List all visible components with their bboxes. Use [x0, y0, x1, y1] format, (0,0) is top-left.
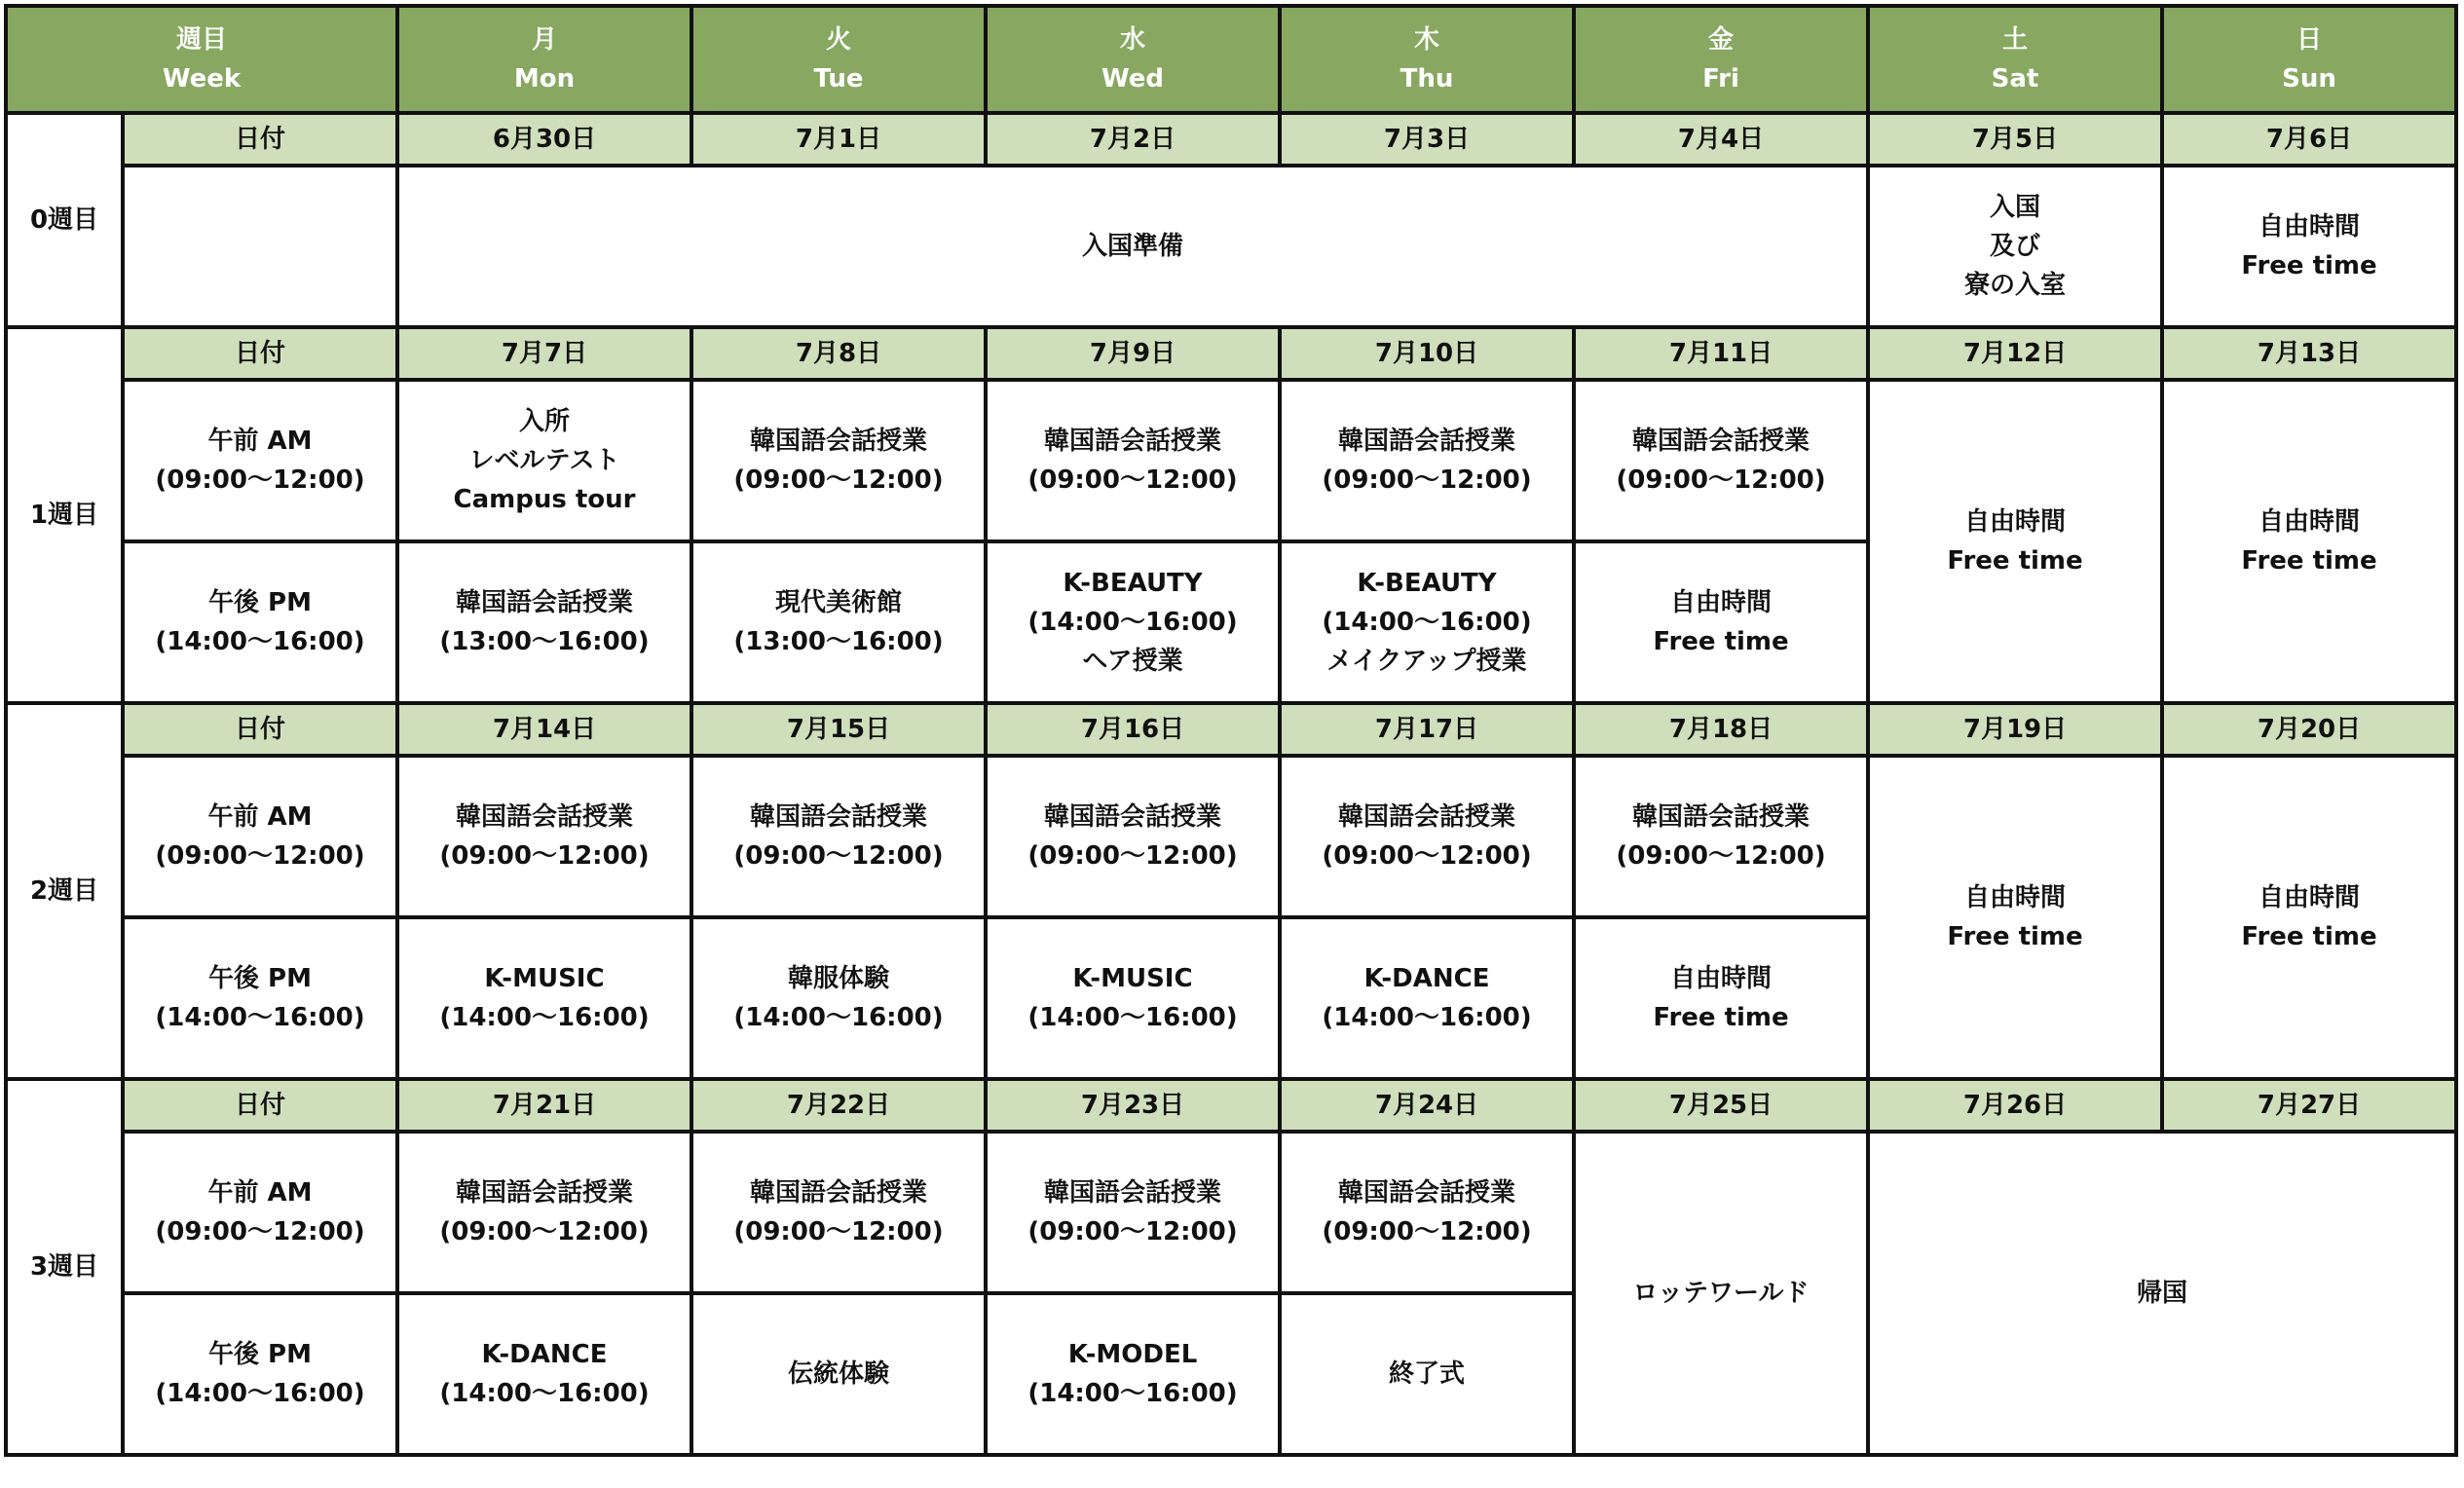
cell-line: ロッテワールド — [1632, 1279, 1810, 1308]
schedule-cell — [1868, 756, 2162, 1079]
schedule-cell — [1280, 917, 1574, 1079]
cell-line: (09:00～12:00) — [439, 1217, 650, 1246]
cell-line: 韓国語会話授業 — [1337, 427, 1515, 456]
header-fri — [1574, 6, 1868, 113]
date-cell: 7月11日 — [1574, 327, 1868, 380]
cell-line: 及び — [1989, 232, 2040, 261]
date-cell: 7月9日 — [986, 327, 1280, 380]
schedule-cell — [986, 380, 1280, 541]
week-label: 0週目 — [6, 113, 123, 327]
cell-line: K-MUSIC — [1072, 964, 1193, 993]
cell-line: Free time — [1653, 627, 1789, 656]
date-cell: 7月20日 — [2162, 703, 2456, 756]
date-cell: 7月1日 — [691, 113, 986, 166]
cell-line: (09:00～12:00) — [155, 841, 365, 871]
schedule-cell — [1280, 380, 1574, 541]
schedule-cell — [397, 166, 1868, 327]
cell-line: (09:00～12:00) — [1027, 465, 1238, 495]
cell-line: 木 — [1413, 25, 1439, 55]
pm-label — [123, 541, 397, 703]
date-cell: 7月24日 — [1280, 1079, 1574, 1132]
schedule-cell — [397, 917, 691, 1079]
cell-line: 午前 AM — [207, 802, 313, 832]
cell-line: K-MUSIC — [484, 964, 605, 993]
date-cell: 7月22日 — [691, 1079, 986, 1132]
cell-line: 自由時間 — [1963, 883, 2066, 912]
schedule-cell — [1868, 380, 2162, 703]
date-cell: 7月18日 — [1574, 703, 1868, 756]
schedule-cell — [1574, 917, 1868, 1079]
date-row — [6, 113, 2456, 166]
cell-line: 入国 — [1989, 193, 2040, 222]
schedule-cell — [691, 541, 986, 703]
cell-line: Free time — [2241, 922, 2377, 951]
cell-line: (09:00～12:00) — [1027, 841, 1238, 871]
header-mon — [397, 6, 691, 113]
cell-line: 韓国語会話授業 — [1631, 427, 1810, 456]
date-cell: 7月6日 — [2162, 113, 2456, 166]
cell-line: (14:00～16:00) — [155, 1379, 365, 1408]
date-cell: 7月10日 — [1280, 327, 1574, 380]
schedule-cell — [1574, 1132, 1868, 1455]
cell-line: Tue — [813, 64, 864, 93]
date-cell: 7月8日 — [691, 327, 986, 380]
cell-line: Free time — [1653, 1003, 1789, 1032]
cell-line: (14:00～16:00) — [1322, 608, 1532, 637]
cell-line: 自由時間 — [1963, 507, 2066, 537]
schedule-cell — [986, 541, 1280, 703]
schedule-cell — [1574, 380, 1868, 541]
date-cell: 7月16日 — [986, 703, 1280, 756]
cell-line: 韓国語会話授業 — [1337, 1178, 1515, 1208]
schedule-cell — [986, 1293, 1280, 1455]
schedule-cell — [691, 1132, 986, 1293]
date-cell: 7月26日 — [1868, 1079, 2162, 1132]
schedule-table — [4, 4, 2458, 1457]
schedule-cell — [1868, 166, 2162, 327]
week-label: 2週目 — [6, 703, 123, 1079]
cell-line: (14:00～16:00) — [1322, 1003, 1532, 1032]
cell-line: 自由時間 — [2258, 212, 2360, 242]
cell-line: 火 — [825, 25, 851, 55]
schedule-cell — [1280, 1293, 1574, 1455]
date-row — [6, 703, 2456, 756]
am-row — [6, 756, 2456, 917]
date-cell: 7月4日 — [1574, 113, 1868, 166]
schedule-cell — [986, 756, 1280, 917]
cell-line: 水 — [1119, 25, 1145, 55]
cell-line: 韓国語会話授業 — [455, 588, 633, 617]
cell-line: 午後 PM — [208, 1340, 312, 1369]
schedule-cell — [397, 756, 691, 917]
cell-line: Free time — [1947, 546, 2083, 576]
cell-line: (14:00～16:00) — [1027, 1003, 1238, 1032]
schedule-cell — [397, 1293, 691, 1455]
cell-line: Week — [162, 64, 242, 93]
date-cell: 7月21日 — [397, 1079, 691, 1132]
am-label — [123, 380, 397, 541]
schedule-cell — [1280, 756, 1574, 917]
schedule-cell — [1280, 541, 1574, 703]
cell-line: Sun — [2282, 64, 2336, 93]
schedule-cell — [691, 917, 986, 1079]
header-sat — [1868, 6, 2162, 113]
cell-line: K-BEAUTY — [1063, 569, 1203, 598]
cell-line: (14:00～16:00) — [439, 1379, 650, 1408]
cell-line: 自由時間 — [2258, 507, 2360, 537]
cell-line: 韓国語会話授業 — [749, 427, 927, 456]
cell-line: K-DANCE — [481, 1340, 608, 1369]
cell-line: (14:00～16:00) — [439, 1003, 650, 1032]
header-sun — [2162, 6, 2456, 113]
cell-line: (09:00～12:00) — [733, 1217, 944, 1246]
date-cell: 7月14日 — [397, 703, 691, 756]
cell-line: Fri — [1702, 64, 1739, 93]
date-label: 日付 — [123, 113, 397, 166]
date-row — [6, 327, 2456, 380]
date-cell: 7月23日 — [986, 1079, 1280, 1132]
cell-line: (09:00～12:00) — [733, 841, 944, 871]
cell-line: 韓国語会話授業 — [749, 1178, 927, 1208]
cell-line: Wed — [1101, 64, 1164, 93]
cell-line: Thu — [1400, 64, 1454, 93]
date-label: 日付 — [123, 327, 397, 380]
cell-line: 韓国語会話授業 — [1043, 427, 1221, 456]
date-row — [6, 1079, 2456, 1132]
date-cell: 7月27日 — [2162, 1079, 2456, 1132]
date-cell: 7月19日 — [1868, 703, 2162, 756]
schedule-cell — [397, 380, 691, 541]
cell-line: Campus tour — [453, 485, 636, 514]
cell-line: 寮の入室 — [1963, 271, 2066, 300]
schedule-cell — [2162, 756, 2456, 1079]
date-cell: 7月7日 — [397, 327, 691, 380]
content-row — [6, 166, 2456, 327]
am-label — [123, 1132, 397, 1293]
cell-line: 帰国 — [2136, 1279, 2187, 1308]
schedule-cell — [1574, 756, 1868, 917]
schedule-cell — [1280, 1132, 1574, 1293]
cell-line: 日 — [2296, 25, 2322, 55]
cell-line: Free time — [1947, 922, 2083, 951]
date-cell: 7月5日 — [1868, 113, 2162, 166]
date-cell: 7月3日 — [1280, 113, 1574, 166]
schedule-cell — [986, 1132, 1280, 1293]
am-row — [6, 1132, 2456, 1293]
cell-line: 韓服体験 — [787, 964, 889, 993]
cell-line: K-BEAUTY — [1357, 569, 1497, 598]
cell-line: 自由時間 — [1669, 588, 1772, 617]
date-cell: 7月2日 — [986, 113, 1280, 166]
cell-line: (14:00～16:00) — [1027, 608, 1238, 637]
cell-line: 韓国語会話授業 — [1631, 802, 1810, 832]
cell-line: ヘア授業 — [1082, 647, 1183, 676]
cell-line: 現代美術館 — [774, 588, 902, 617]
date-label: 日付 — [123, 703, 397, 756]
cell-line: (09:00～12:00) — [733, 465, 944, 495]
schedule-cell — [397, 1132, 691, 1293]
cell-line: 伝統体験 — [787, 1359, 889, 1389]
header-week — [6, 6, 397, 113]
header-thu — [1280, 6, 1574, 113]
cell-line: K-MODEL — [1067, 1340, 1198, 1369]
cell-line: (09:00～12:00) — [1027, 1217, 1238, 1246]
pm-label — [123, 1293, 397, 1455]
date-cell: 7月15日 — [691, 703, 986, 756]
cell-line: 自由時間 — [1669, 964, 1772, 993]
cell-line: 韓国語会話授業 — [1043, 802, 1221, 832]
schedule-cell — [2162, 166, 2456, 327]
schedule-cell — [2162, 380, 2456, 703]
cell-line: 韓国語会話授業 — [749, 802, 927, 832]
schedule-cell — [691, 756, 986, 917]
cell-line: (14:00～16:00) — [155, 627, 365, 656]
cell-line: 午後 PM — [208, 588, 312, 617]
cell-line: (09:00～12:00) — [1322, 841, 1532, 871]
cell-line: (09:00～12:00) — [155, 1217, 365, 1246]
cell-line: 終了式 — [1388, 1359, 1465, 1389]
cell-line: 週目 — [175, 25, 227, 55]
week-label: 3週目 — [6, 1079, 123, 1455]
cell-line: 午前 AM — [207, 1178, 313, 1208]
schedule-cell — [691, 1293, 986, 1455]
cell-line: Free time — [2241, 546, 2377, 576]
cell-line: 金 — [1707, 25, 1734, 55]
schedule-cell — [1868, 1132, 2456, 1455]
cell-line: K-DANCE — [1363, 964, 1490, 993]
cell-line: (09:00～12:00) — [1616, 465, 1826, 495]
cell-line: 入国準備 — [1081, 232, 1183, 261]
cell-line: 韓国語会話授業 — [1337, 802, 1515, 832]
cell-line: 月 — [531, 25, 557, 55]
date-cell: 7月17日 — [1280, 703, 1574, 756]
date-cell: 7月25日 — [1574, 1079, 1868, 1132]
cell-line: 韓国語会話授業 — [455, 1178, 633, 1208]
am-row — [6, 380, 2456, 541]
pm-label — [123, 917, 397, 1079]
cell-line: (09:00～12:00) — [1616, 841, 1826, 871]
cell-line: 韓国語会話授業 — [455, 802, 633, 832]
cell-line: 午後 PM — [208, 964, 312, 993]
cell-line: メイクアップ授業 — [1326, 647, 1527, 676]
cell-line: Free time — [2241, 251, 2377, 280]
cell-line: (09:00～12:00) — [1322, 465, 1532, 495]
date-cell: 7月13日 — [2162, 327, 2456, 380]
cell-line: (09:00～12:00) — [439, 841, 650, 871]
cell-line: 自由時間 — [2258, 883, 2360, 912]
date-cell: 6月30日 — [397, 113, 691, 166]
date-cell: 7月12日 — [1868, 327, 2162, 380]
header-row — [6, 6, 2456, 113]
header-wed — [986, 6, 1280, 113]
empty-cell — [123, 166, 397, 327]
cell-line: Sat — [1991, 64, 2039, 93]
schedule-cell — [397, 541, 691, 703]
cell-line: Mon — [513, 64, 576, 93]
cell-line: (14:00～16:00) — [155, 1003, 365, 1032]
cell-line: (09:00～12:00) — [155, 465, 365, 495]
header-tue — [691, 6, 986, 113]
cell-line: 土 — [2001, 25, 2028, 55]
cell-line: (09:00～12:00) — [1322, 1217, 1532, 1246]
cell-line: 入所 — [518, 407, 570, 436]
cell-line: 午前 AM — [207, 427, 313, 456]
cell-line: (13:00～16:00) — [733, 627, 944, 656]
cell-line: (14:00～16:00) — [733, 1003, 944, 1032]
cell-line: (14:00～16:00) — [1027, 1379, 1238, 1408]
cell-line: レベルテスト — [468, 446, 620, 475]
date-label: 日付 — [123, 1079, 397, 1132]
schedule-cell — [691, 380, 986, 541]
am-label — [123, 756, 397, 917]
week-label: 1週目 — [6, 327, 123, 703]
cell-line: (13:00～16:00) — [439, 627, 650, 656]
cell-line: 韓国語会話授業 — [1043, 1178, 1221, 1208]
schedule-cell — [1574, 541, 1868, 703]
schedule-cell — [986, 917, 1280, 1079]
